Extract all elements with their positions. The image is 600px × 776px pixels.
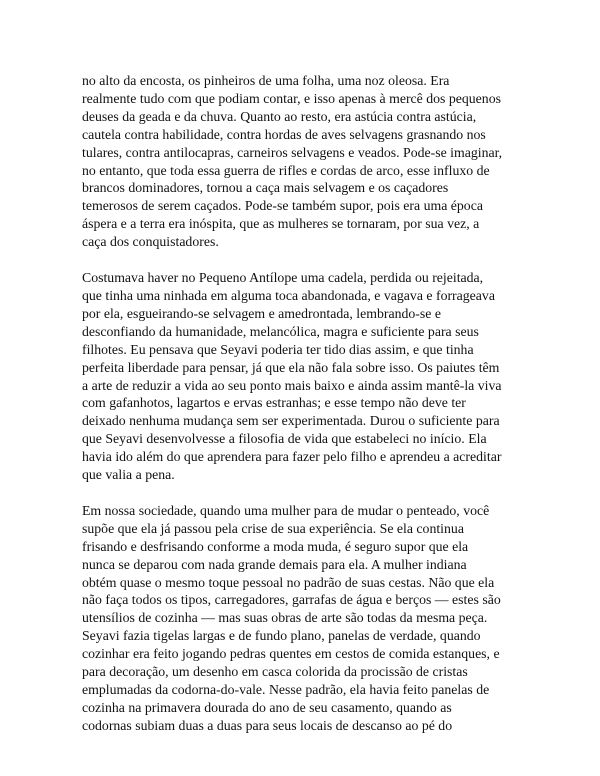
paragraph-3 [82, 502, 520, 735]
paragraph-1 [82, 72, 520, 251]
text-line: havia ido além do que aprendera para fazer pelo filho e aprendeu a acreditar [82, 449, 502, 465]
text-line: Em nossa sociedade, quando uma mulher para de mudar o penteado, você [82, 502, 490, 518]
text-line: realmente tudo com que podiam contar, e isso apenas à mercê dos pequenos [82, 90, 501, 106]
text-line: temerosos de serem caçados. Pode-se também supor, pois era uma época [82, 198, 483, 214]
text-line: caça dos conquistadores. [82, 234, 219, 250]
text-line: cautela contra habilidade, contra hordas de aves selvagens grasnando nos [82, 126, 486, 142]
text-line: com gafanhotos, lagartos e ervas estranhas; e esse tempo não deve ter [82, 395, 466, 411]
text-line: emplumadas da codorna-do-vale. Nesse padrão, ela havia feito panelas de [82, 682, 490, 697]
text-line: filhotes. Eu pensava que Seyavi poderia ter tido dias assim, e que tinha [82, 341, 474, 357]
document-page [82, 72, 520, 753]
text-line: cozinha na primavera dourada do ano de seu casamento, quando as [82, 699, 452, 715]
text-line: a arte de reduzir a vida ao seu ponto mais baixo e ainda assim mantê-la viva [82, 377, 502, 393]
text-line: que tinha uma ninhada em alguma toca abandonada, e vagava e forrageava [82, 287, 495, 303]
text-line: por ela, esgueirando-se selvagem e amedrontada, lembrando-se e [82, 305, 441, 321]
paragraph-2 [82, 269, 520, 484]
text-line: Seyavi fazia tigelas largas e de fundo plano, panelas de verdade, quando [82, 628, 481, 644]
text-line: cozinhar era feito jogando pedras quentes em cestos de comida estanques, e [82, 646, 500, 662]
text-line: que Seyavi desenvolvesse a filosofia de vida que estabeleci no início. Ela [82, 431, 487, 447]
text-line: perfeita liberdade para pensar, já que ela não fala sobre isso. Os paiutes têm [82, 359, 500, 375]
text-line: codornas subiam duas a duas para seus locais de descanso ao pé do [82, 717, 453, 733]
text-line: deixado nenhuma mudança sem ser experimentada. Durou o suficiente para [82, 413, 500, 429]
text-line: utensílios de cozinha — mas suas obras de arte são todas da mesma peça. [82, 610, 488, 626]
text-line: obtém quase o mesmo toque pessoal no padrão de suas cestas. Não que ela [82, 574, 495, 590]
text-line: supõe que ela já passou pela crise de sua experiência. Se ela continua [82, 520, 464, 536]
text-line: desconfiando da humanidade, melancólica, magra e suficiente para seus [82, 323, 479, 339]
text-line: deuses da geada e da chuva. Quanto ao resto, era astúcia contra astúcia, [82, 108, 477, 124]
text-line: no entanto, que toda essa guerra de rifles e cordas de arco, esse influxo de [82, 162, 490, 178]
text-line: áspera e a terra era inóspita, que as mulheres se tornaram, por sua vez, a [82, 216, 480, 232]
text-line: brancos dominadores, tornou a caça mais selvagem e os caçadores [82, 180, 449, 196]
text-line: tulares, contra antilocapras, carneiros selvagens e veados. Pode-se imaginar, [82, 144, 503, 160]
text-line: Costumava haver no Pequeno Antílope uma cadela, perdida ou rejeitada, [82, 270, 484, 286]
text-line: para decoração, um desenho em casca colorida da procissão de cristas [82, 664, 468, 680]
text-line: nunca se deparou com nada grande demais para ela. A mulher indiana [82, 556, 467, 572]
text-line: no alto da encosta, os pinheiros de uma folha, uma noz oleosa. Era [82, 73, 450, 88]
text-line: frisando e desfrisando conforme a moda muda, é seguro supor que ela [82, 538, 469, 554]
text-line: não faça todos os tipos, carregadores, garrafas de água e berços — estes são [82, 592, 501, 608]
text-line: que valia a pena. [82, 467, 175, 483]
